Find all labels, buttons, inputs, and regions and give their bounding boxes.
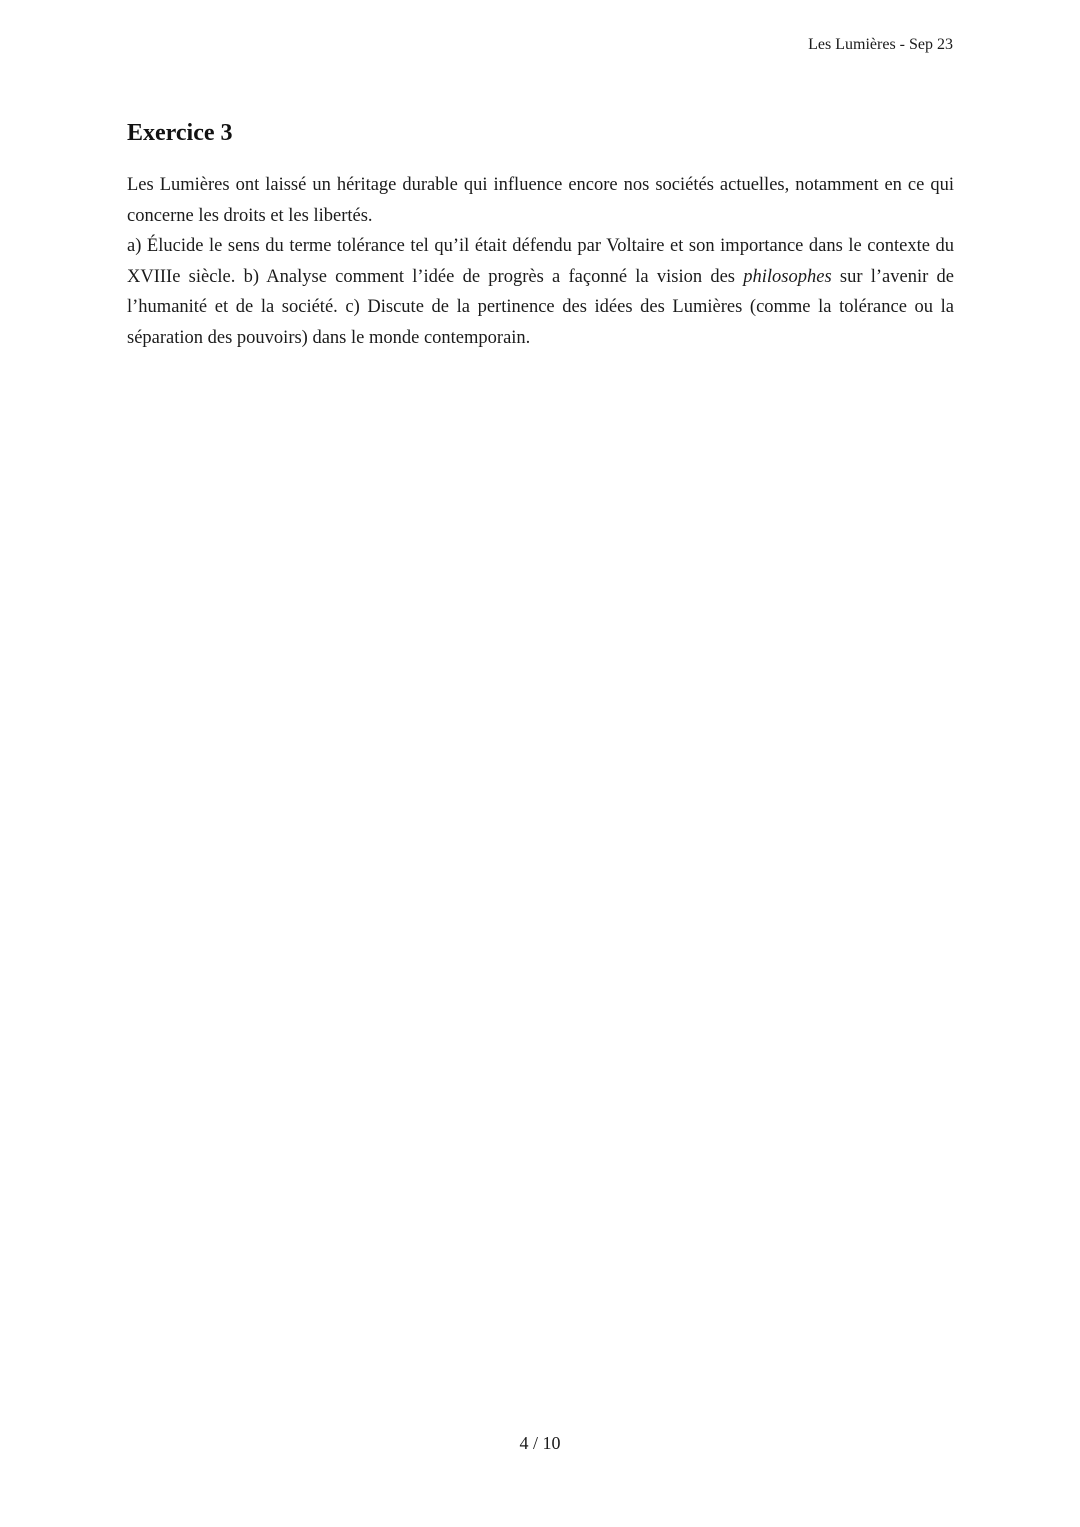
exercise-heading: Exercice 3 <box>127 120 233 146</box>
intro-paragraph: Les Lumières ont laissé un héritage durable qui influence encore nos sociétés actuelles, notamment en ce qui concerne les droits et les libertés. <box>127 175 954 226</box>
questions-text-part1: a) Élucide le sens du terme tolérance tel qu’il était défendu par Voltaire et son importance dans le contexte du XVIIIe siècle. b) Analyse comment l’idée de progrès a façonné la vision des <box>127 236 954 287</box>
questions-paragraph <box>127 231 954 353</box>
questions-italic-term: philosophes <box>743 266 832 287</box>
questions-text-part2: sur l’avenir de l’humanité et de la société. c) Discute de la pertinence des idées des Lumières (comme la tolérance ou la séparation des pouvoirs) dans le monde contemporain. <box>127 266 954 348</box>
page-number: 4 / 10 <box>519 1433 561 1453</box>
running-header: Les Lumières - Sep 23 <box>808 36 953 53</box>
